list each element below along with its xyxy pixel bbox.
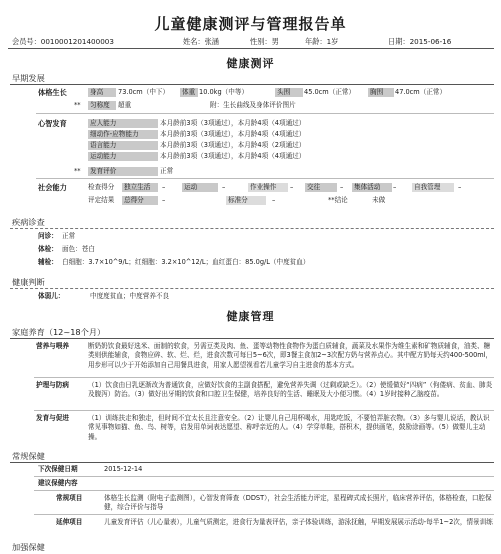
chest-circ-value: 47.0cm（正常） <box>395 88 447 96</box>
conclusion-value: 未做 <box>372 196 386 204</box>
health-evaluation-heading: 健康测评 <box>226 57 275 70</box>
weak-child-key: 体弱儿： <box>38 292 65 300</box>
nutrition-key: 营养与喂养 <box>36 342 69 350</box>
development-key: 发育与促进 <box>36 414 69 422</box>
nutrition-divider <box>34 377 494 378</box>
family-divider <box>10 338 494 339</box>
assessment-result-label: 评定结果 <box>88 196 115 204</box>
care-text: （1）饮食由日乳逐渐改为普通饮食，应做好饮食的主副食搭配，避免营养失调（过剩或缺乏）。（2）使缓做好“四病”（佝偻病、贫血、肺炎及腹泻）防治。（3）做好出牙期的饮食和口腔卫生保健，培养良好的生活、睡眠及大小便习惯。（4）1岁时接种乙脑疫苗。 <box>88 381 493 399</box>
symmetry-value: 超重 <box>118 101 132 109</box>
head-circ-value: 45.0cm（正常） <box>304 88 356 96</box>
motor-key: 运动 <box>182 183 218 192</box>
conclusion-key: **结论 <box>328 196 348 204</box>
care-divider <box>34 410 494 411</box>
operation-key: 作业操作 <box>248 183 288 192</box>
mental-divider <box>36 178 494 179</box>
development-text: （1）训练扶走和独走，但时间不宜太长且注意安全。（2）让婴儿自己用杯喝水，用匙吃饭，不要怕弄脏衣物。（3）多与婴儿说话，教认识常见事物如猫、鱼、鸟、树等，启发用单词表达愿望、称呼亲近的人。（4）学穿单鞋，搭积木，提供画笔，鼓励涂画等。（5）做婴儿主动操。 <box>88 414 490 441</box>
report-title: 儿童健康测评与管理报告单 <box>154 15 347 33</box>
standard-score-value: – <box>272 196 276 204</box>
routine-items-text: 体格生长监测（附电子监测图），心智发育筛查（DDST），社会生活能力评定，星程碑式成长照片，临床营养评估，体格检查，口腔保健，综合评价与指导 <box>104 494 492 512</box>
standard-score-key: 标准分 <box>226 196 266 205</box>
report-date: 日期：2015-06-16 <box>388 37 452 46</box>
growth-divider <box>36 113 494 114</box>
mental-label: 心智发育 <box>38 119 67 128</box>
routine-items-key: 常规项目 <box>56 494 83 502</box>
next-date-divider <box>34 476 494 477</box>
weak-child-value: 中度度贫血；中度营养不良 <box>90 292 170 300</box>
member-number: 会员号：0010001201400003 <box>12 37 114 46</box>
header-divider <box>8 48 494 49</box>
height-value: 73.0cm（中下） <box>118 88 170 96</box>
motor-value: – <box>222 183 226 191</box>
independent-life-value: – <box>162 183 166 191</box>
growth-label: 体格生长 <box>38 88 67 97</box>
early-development-heading: 早期发展 <box>12 73 45 83</box>
disease-divider <box>10 228 494 229</box>
dev-eval-mark: ** <box>74 167 81 175</box>
height-key: 身高 <box>88 88 116 97</box>
routine-divider <box>10 462 494 463</box>
inquiry-key: 问诊： <box>38 232 58 240</box>
mental-row-4-value: 本月龄前3项（3项通过），本月龄4项（4项通过） <box>160 152 306 160</box>
care-key: 护理与防病 <box>36 381 69 389</box>
symmetry-key: 匀称度 <box>88 101 116 110</box>
next-date-value: 2015-12-14 <box>104 465 143 473</box>
mental-row-3-key: 语言能力 <box>88 141 158 150</box>
family-rearing-heading: 家庭养育（12~18个月） <box>12 327 106 337</box>
physical-exam-key: 体检： <box>38 245 58 253</box>
self-management-value: – <box>458 183 462 191</box>
judgement-divider <box>10 288 494 289</box>
group-activity-key: 集体活动 <box>352 183 392 192</box>
lab-exam-value: 白细胞：3.7×10^9/L；红细胞：3.2×10^12/L；血红蛋白：85.0g/L（中度贫血） <box>62 258 310 266</box>
operation-value: – <box>290 183 294 191</box>
total-score-key: 总得分 <box>122 196 158 205</box>
self-management-key: 自我管理 <box>412 183 454 192</box>
child-gender: 性别：男 <box>250 37 279 46</box>
extended-items-text: 儿童发育评估（儿心量表），儿童气质测定，进食行为量表评估，亲子体验训练，游泳抚触，早期发展展示活动-每半1~2次，情景训练 <box>104 518 493 526</box>
extended-items-key: 延伸项目 <box>56 518 83 526</box>
physical-exam-value: 面色：苍白 <box>62 245 95 253</box>
early-dev-divider <box>10 84 494 85</box>
mental-row-1-value: 本月龄前3项（3项通过），本月龄4项（4项通过） <box>160 119 306 127</box>
mental-row-2-key: 细动作-应物能力 <box>88 130 158 139</box>
chest-circ-key: 胸围 <box>368 88 394 97</box>
health-management-heading: 健康管理 <box>226 310 275 323</box>
routine-items-divider <box>34 514 494 515</box>
mental-row-4-key: 运动能力 <box>88 152 158 161</box>
symmetry-mark: ** <box>74 101 81 109</box>
weight-value: 10.0kg（中等） <box>199 88 249 96</box>
social-score-label: 检查得分 <box>88 183 115 191</box>
interaction-key: 交往 <box>305 183 337 192</box>
next-date-key: 下次保健日期 <box>38 465 78 473</box>
growth-note: 附：生长曲线及身体评价图片 <box>210 101 296 109</box>
total-score-value: – <box>162 196 166 204</box>
group-activity-value: – <box>393 183 397 191</box>
interaction-value: – <box>340 183 344 191</box>
enhanced-care-heading: 加强保健 <box>12 542 45 552</box>
mental-row-1-key: 应人能力 <box>88 119 158 128</box>
weight-key: 体重 <box>180 88 198 97</box>
routine-care-heading: 常规保健 <box>12 451 45 461</box>
child-name: 姓名：张涵 <box>183 37 219 46</box>
judgement-heading: 健康判断 <box>12 277 45 287</box>
dev-eval-value: 正常 <box>160 167 174 175</box>
suggested-content-key: 建议保健内容 <box>38 479 78 487</box>
nutrition-text: 断奶奶饮食最好选米、面制的软食，另需豆类及肉、鱼、蛋等动物性食物作为蛋白质辅食，蔬菜及水果作为维生素和矿物质辅食，油类、糖类则供能辅食，食物应碎、软、烂、烂，进食次数可每日5~6次，即3餐主食加2~3次配方奶与营养点心。其中配方奶每天约400-500ml，用步形可以少于开始添加自己用餐具进食，用家人愿望视看若儿童学习自主进食的基本方式。 <box>88 342 493 369</box>
social-label: 社会能力 <box>38 183 67 192</box>
dev-eval-key: 发育评价 <box>88 167 158 176</box>
suggested-divider <box>34 490 494 491</box>
head-circ-key: 头围 <box>275 88 303 97</box>
child-age: 年龄：1岁 <box>305 37 339 46</box>
disease-heading: 疾病诊查 <box>12 217 45 227</box>
independent-life-key: 独立生活 <box>122 183 158 192</box>
mental-row-3-value: 本月龄前3项（3项通过），本月龄4项（2项通过） <box>160 141 306 149</box>
inquiry-value: 正常 <box>62 232 76 240</box>
mental-row-2-value: 本月龄前3项（3项通过），本月龄4项（4项通过） <box>160 130 306 138</box>
lab-exam-key: 辅检： <box>38 258 58 266</box>
